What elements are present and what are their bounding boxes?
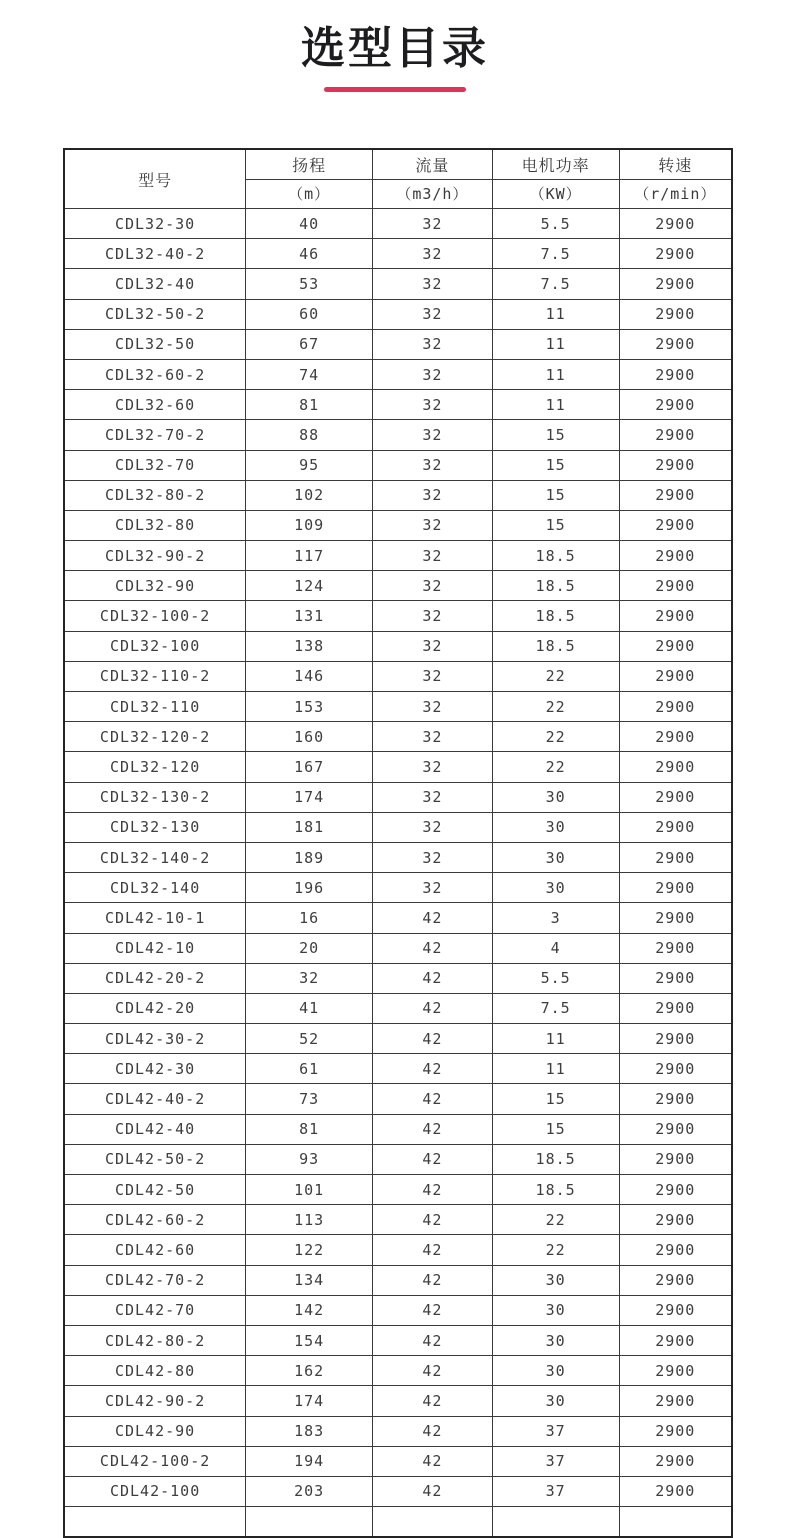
speed-cell: 2900	[619, 1235, 732, 1265]
speed-cell: 2900	[619, 239, 732, 269]
head-cell: 203	[246, 1476, 373, 1506]
power-cell: 5.5	[492, 209, 619, 239]
head-cell: 60	[246, 299, 373, 329]
flow-cell: 42	[373, 1235, 493, 1265]
model-cell: CDL42-60	[64, 1235, 246, 1265]
col-header-head: 扬程	[246, 149, 373, 179]
head-cell: 74	[246, 359, 373, 389]
table-row	[64, 993, 732, 1023]
head-cell: 41	[246, 993, 373, 1023]
speed-cell: 2900	[619, 390, 732, 420]
pump-selection-table	[63, 148, 733, 1538]
table-row	[64, 1325, 732, 1355]
table-row	[64, 782, 732, 812]
table-row	[64, 1265, 732, 1295]
flow-cell: 32	[373, 571, 493, 601]
model-cell: CDL32-40-2	[64, 239, 246, 269]
flow-cell: 42	[373, 1084, 493, 1114]
speed-cell	[619, 1507, 732, 1538]
speed-cell: 2900	[619, 450, 732, 480]
power-cell: 18.5	[492, 1175, 619, 1205]
head-cell: 117	[246, 541, 373, 571]
model-cell: CDL32-130-2	[64, 782, 246, 812]
power-cell: 18.5	[492, 571, 619, 601]
model-cell: CDL32-90-2	[64, 541, 246, 571]
speed-cell: 2900	[619, 1144, 732, 1174]
power-cell: 30	[492, 873, 619, 903]
head-cell: 46	[246, 239, 373, 269]
flow-cell: 32	[373, 752, 493, 782]
speed-cell: 2900	[619, 903, 732, 933]
model-cell: CDL42-80-2	[64, 1325, 246, 1355]
table-row	[64, 209, 732, 239]
model-cell: CDL42-60-2	[64, 1205, 246, 1235]
power-cell: 11	[492, 329, 619, 359]
col-unit-speed: （r/min）	[619, 179, 732, 209]
table-row	[64, 1175, 732, 1205]
head-cell: 189	[246, 842, 373, 872]
speed-cell: 2900	[619, 722, 732, 752]
head-cell: 81	[246, 390, 373, 420]
speed-cell: 2900	[619, 269, 732, 299]
model-cell: CDL42-50-2	[64, 1144, 246, 1174]
head-cell: 101	[246, 1175, 373, 1205]
head-cell: 183	[246, 1416, 373, 1446]
flow-cell: 32	[373, 359, 493, 389]
col-unit-flow: （m3/h）	[373, 179, 493, 209]
flow-cell: 32	[373, 661, 493, 691]
head-cell: 93	[246, 1144, 373, 1174]
speed-cell: 2900	[619, 661, 732, 691]
flow-cell: 42	[373, 1476, 493, 1506]
flow-cell: 42	[373, 963, 493, 993]
flow-cell: 32	[373, 239, 493, 269]
table-row	[64, 1084, 732, 1114]
power-cell: 11	[492, 359, 619, 389]
head-cell: 181	[246, 812, 373, 842]
model-cell: CDL32-120-2	[64, 722, 246, 752]
head-cell: 73	[246, 1084, 373, 1114]
speed-cell: 2900	[619, 1114, 732, 1144]
head-cell: 154	[246, 1325, 373, 1355]
model-cell: CDL42-30-2	[64, 1024, 246, 1054]
speed-cell: 2900	[619, 541, 732, 571]
model-cell: CDL32-140	[64, 873, 246, 903]
head-cell: 16	[246, 903, 373, 933]
table-body	[64, 209, 732, 1507]
power-cell: 15	[492, 420, 619, 450]
table-row	[64, 1386, 732, 1416]
power-cell: 22	[492, 722, 619, 752]
table-row	[64, 450, 732, 480]
table-row	[64, 510, 732, 540]
speed-cell: 2900	[619, 1386, 732, 1416]
head-cell: 153	[246, 692, 373, 722]
flow-cell: 42	[373, 1054, 493, 1084]
model-cell: CDL42-50	[64, 1175, 246, 1205]
head-cell: 174	[246, 782, 373, 812]
head-cell: 162	[246, 1356, 373, 1386]
power-cell: 30	[492, 1356, 619, 1386]
flow-cell	[373, 1507, 493, 1538]
table-row	[64, 903, 732, 933]
head-cell: 61	[246, 1054, 373, 1084]
speed-cell: 2900	[619, 209, 732, 239]
table-row	[64, 1114, 732, 1144]
table-row	[64, 390, 732, 420]
power-cell: 30	[492, 1295, 619, 1325]
head-cell	[246, 1507, 373, 1538]
head-cell: 40	[246, 209, 373, 239]
speed-cell: 2900	[619, 1084, 732, 1114]
speed-cell: 2900	[619, 933, 732, 963]
col-unit-power: （KW）	[492, 179, 619, 209]
power-cell: 22	[492, 1205, 619, 1235]
model-cell: CDL42-40-2	[64, 1084, 246, 1114]
table-row	[64, 239, 732, 269]
flow-cell: 32	[373, 873, 493, 903]
col-header-power: 电机功率	[492, 149, 619, 179]
head-cell: 134	[246, 1265, 373, 1295]
model-cell: CDL32-80-2	[64, 480, 246, 510]
speed-cell: 2900	[619, 963, 732, 993]
table-row	[64, 299, 732, 329]
model-cell: CDL42-40	[64, 1114, 246, 1144]
power-cell: 11	[492, 1054, 619, 1084]
power-cell: 37	[492, 1446, 619, 1476]
model-cell: CDL32-30	[64, 209, 246, 239]
flow-cell: 42	[373, 1175, 493, 1205]
model-cell: CDL42-30	[64, 1054, 246, 1084]
table-row	[64, 812, 732, 842]
table-row	[64, 1054, 732, 1084]
power-cell: 11	[492, 1024, 619, 1054]
model-cell: CDL32-70-2	[64, 420, 246, 450]
table-row	[64, 1235, 732, 1265]
flow-cell: 42	[373, 1205, 493, 1235]
flow-cell: 42	[373, 1386, 493, 1416]
model-cell: CDL42-20-2	[64, 963, 246, 993]
flow-cell: 42	[373, 1446, 493, 1476]
power-cell: 18.5	[492, 541, 619, 571]
table-row	[64, 359, 732, 389]
flow-cell: 32	[373, 420, 493, 450]
speed-cell: 2900	[619, 1265, 732, 1295]
model-cell: CDL42-10-1	[64, 903, 246, 933]
model-cell: CDL42-100-2	[64, 1446, 246, 1476]
power-cell: 30	[492, 812, 619, 842]
power-cell: 30	[492, 1325, 619, 1355]
col-header-flow: 流量	[373, 149, 493, 179]
speed-cell: 2900	[619, 480, 732, 510]
flow-cell: 32	[373, 601, 493, 631]
table-row	[64, 963, 732, 993]
flow-cell: 32	[373, 842, 493, 872]
speed-cell: 2900	[619, 299, 732, 329]
flow-cell: 42	[373, 1265, 493, 1295]
table-row	[64, 1024, 732, 1054]
table-row	[64, 480, 732, 510]
head-cell: 20	[246, 933, 373, 963]
model-cell: CDL42-70	[64, 1295, 246, 1325]
table-row-partial	[64, 1507, 732, 1538]
speed-cell: 2900	[619, 752, 732, 782]
head-cell: 142	[246, 1295, 373, 1325]
flow-cell: 42	[373, 1114, 493, 1144]
model-cell	[64, 1507, 246, 1538]
col-unit-head: （m）	[246, 179, 373, 209]
table-row	[64, 541, 732, 571]
model-cell: CDL32-40	[64, 269, 246, 299]
page-title: 选型目录	[301, 23, 489, 74]
head-cell: 194	[246, 1446, 373, 1476]
head-cell: 67	[246, 329, 373, 359]
speed-cell: 2900	[619, 571, 732, 601]
model-cell: CDL32-60	[64, 390, 246, 420]
speed-cell: 2900	[619, 420, 732, 450]
power-cell: 37	[492, 1476, 619, 1506]
power-cell: 22	[492, 1235, 619, 1265]
model-cell: CDL42-70-2	[64, 1265, 246, 1295]
table-row	[64, 601, 732, 631]
power-cell	[492, 1507, 619, 1538]
flow-cell: 32	[373, 269, 493, 299]
power-cell: 37	[492, 1416, 619, 1446]
speed-cell: 2900	[619, 329, 732, 359]
flow-cell: 32	[373, 390, 493, 420]
power-cell: 15	[492, 1114, 619, 1144]
head-cell: 32	[246, 963, 373, 993]
table-row	[64, 420, 732, 450]
flow-cell: 32	[373, 782, 493, 812]
model-cell: CDL32-100-2	[64, 601, 246, 631]
flow-cell: 32	[373, 299, 493, 329]
model-cell: CDL32-90	[64, 571, 246, 601]
power-cell: 15	[492, 450, 619, 480]
head-cell: 95	[246, 450, 373, 480]
power-cell: 15	[492, 510, 619, 540]
flow-cell: 42	[373, 1356, 493, 1386]
col-header-model: 型号	[64, 149, 246, 209]
power-cell: 3	[492, 903, 619, 933]
speed-cell: 2900	[619, 1325, 732, 1355]
speed-cell: 2900	[619, 510, 732, 540]
head-cell: 52	[246, 1024, 373, 1054]
flow-cell: 42	[373, 933, 493, 963]
speed-cell: 2900	[619, 873, 732, 903]
speed-cell: 2900	[619, 1175, 732, 1205]
table-row	[64, 1446, 732, 1476]
model-cell: CDL32-50	[64, 329, 246, 359]
table-row	[64, 752, 732, 782]
model-cell: CDL32-110-2	[64, 661, 246, 691]
table-row	[64, 631, 732, 661]
speed-cell: 2900	[619, 1295, 732, 1325]
speed-cell: 2900	[619, 842, 732, 872]
flow-cell: 32	[373, 329, 493, 359]
table-row	[64, 661, 732, 691]
table-row	[64, 1416, 732, 1446]
flow-cell: 32	[373, 692, 493, 722]
table-header	[64, 149, 732, 209]
speed-cell: 2900	[619, 1024, 732, 1054]
power-cell: 30	[492, 842, 619, 872]
flow-cell: 32	[373, 722, 493, 752]
power-cell: 11	[492, 299, 619, 329]
table-row	[64, 329, 732, 359]
table-row	[64, 1144, 732, 1174]
power-cell: 5.5	[492, 963, 619, 993]
model-cell: CDL42-90-2	[64, 1386, 246, 1416]
power-cell: 22	[492, 752, 619, 782]
table-row	[64, 933, 732, 963]
flow-cell: 42	[373, 1144, 493, 1174]
speed-cell: 2900	[619, 993, 732, 1023]
col-header-speed: 转速	[619, 149, 732, 179]
power-cell: 11	[492, 390, 619, 420]
flow-cell: 32	[373, 541, 493, 571]
table-row	[64, 873, 732, 903]
head-cell: 131	[246, 601, 373, 631]
table-row	[64, 1295, 732, 1325]
speed-cell: 2900	[619, 1476, 732, 1506]
header-row-names	[64, 149, 732, 179]
speed-cell: 2900	[619, 1446, 732, 1476]
head-cell: 88	[246, 420, 373, 450]
model-cell: CDL42-20	[64, 993, 246, 1023]
table-row	[64, 1205, 732, 1235]
flow-cell: 42	[373, 1024, 493, 1054]
flow-cell: 32	[373, 812, 493, 842]
table-body-overflow	[64, 1507, 732, 1538]
table-row	[64, 269, 732, 299]
speed-cell: 2900	[619, 1054, 732, 1084]
flow-cell: 32	[373, 209, 493, 239]
head-cell: 146	[246, 661, 373, 691]
model-cell: CDL32-80	[64, 510, 246, 540]
table-row	[64, 842, 732, 872]
flow-cell: 32	[373, 631, 493, 661]
power-cell: 7.5	[492, 269, 619, 299]
table-row	[64, 692, 732, 722]
power-cell: 7.5	[492, 239, 619, 269]
flow-cell: 42	[373, 1416, 493, 1446]
power-cell: 30	[492, 782, 619, 812]
head-cell: 113	[246, 1205, 373, 1235]
speed-cell: 2900	[619, 631, 732, 661]
table-row	[64, 722, 732, 752]
speed-cell: 2900	[619, 692, 732, 722]
flow-cell: 42	[373, 1295, 493, 1325]
speed-cell: 2900	[619, 359, 732, 389]
power-cell: 7.5	[492, 993, 619, 1023]
model-cell: CDL42-90	[64, 1416, 246, 1446]
head-cell: 124	[246, 571, 373, 601]
power-cell: 22	[492, 692, 619, 722]
speed-cell: 2900	[619, 601, 732, 631]
head-cell: 174	[246, 1386, 373, 1416]
table-row	[64, 1356, 732, 1386]
flow-cell: 32	[373, 450, 493, 480]
power-cell: 15	[492, 1084, 619, 1114]
power-cell: 30	[492, 1386, 619, 1416]
power-cell: 15	[492, 480, 619, 510]
power-cell: 18.5	[492, 1144, 619, 1174]
head-cell: 53	[246, 269, 373, 299]
flow-cell: 42	[373, 1325, 493, 1355]
model-cell: CDL32-140-2	[64, 842, 246, 872]
power-cell: 30	[492, 1265, 619, 1295]
speed-cell: 2900	[619, 782, 732, 812]
power-cell: 22	[492, 661, 619, 691]
head-cell: 102	[246, 480, 373, 510]
head-cell: 122	[246, 1235, 373, 1265]
model-cell: CDL42-80	[64, 1356, 246, 1386]
flow-cell: 42	[373, 993, 493, 1023]
head-cell: 196	[246, 873, 373, 903]
head-cell: 109	[246, 510, 373, 540]
power-cell: 4	[492, 933, 619, 963]
speed-cell: 2900	[619, 1205, 732, 1235]
model-cell: CDL32-50-2	[64, 299, 246, 329]
head-cell: 167	[246, 752, 373, 782]
power-cell: 18.5	[492, 631, 619, 661]
model-cell: CDL32-130	[64, 812, 246, 842]
speed-cell: 2900	[619, 1356, 732, 1386]
model-cell: CDL32-120	[64, 752, 246, 782]
flow-cell: 42	[373, 903, 493, 933]
model-cell: CDL32-100	[64, 631, 246, 661]
flow-cell: 32	[373, 510, 493, 540]
power-cell: 18.5	[492, 601, 619, 631]
flow-cell: 32	[373, 480, 493, 510]
table-row	[64, 571, 732, 601]
model-cell: CDL42-100	[64, 1476, 246, 1506]
model-cell: CDL32-110	[64, 692, 246, 722]
head-cell: 160	[246, 722, 373, 752]
head-cell: 81	[246, 1114, 373, 1144]
model-cell: CDL32-60-2	[64, 359, 246, 389]
speed-cell: 2900	[619, 1416, 732, 1446]
speed-cell: 2900	[619, 812, 732, 842]
model-cell: CDL42-10	[64, 933, 246, 963]
head-cell: 138	[246, 631, 373, 661]
table-row	[64, 1476, 732, 1506]
model-cell: CDL32-70	[64, 450, 246, 480]
title-underline	[324, 87, 466, 92]
